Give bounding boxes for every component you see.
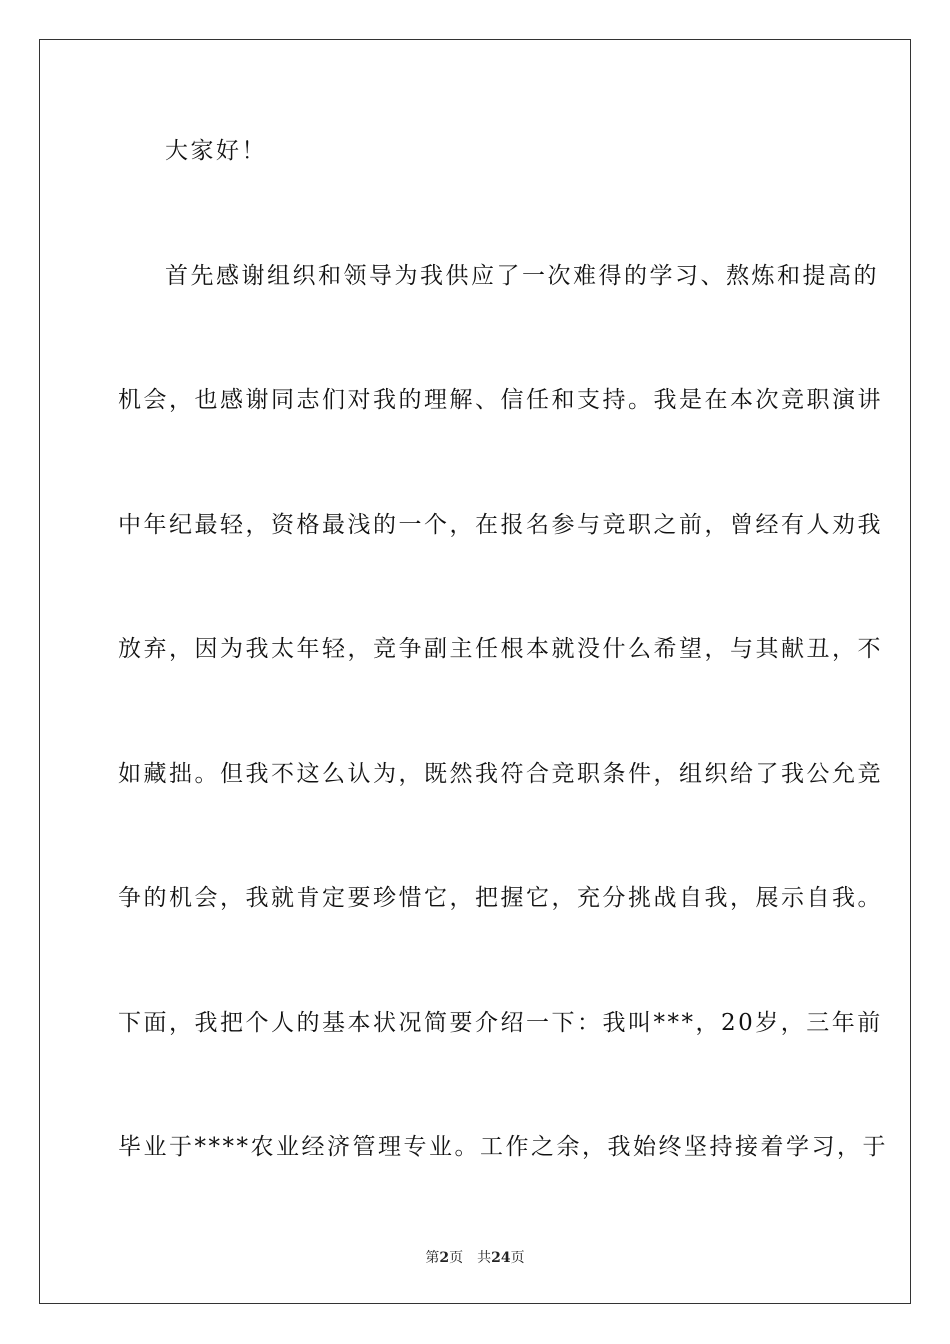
page-number: 2	[439, 1250, 450, 1266]
paragraph-line: 机会，也感谢同志们对我的理解、信任和支持。我是在本次竞职演讲	[118, 387, 883, 413]
total-suffix: 页	[510, 1250, 525, 1266]
paragraph-line: 如藏拙。但我不这么认为，既然我符合竞职条件，组织给了我公允竞	[118, 761, 883, 787]
total-prefix: 共	[477, 1250, 492, 1266]
page-prefix: 第	[425, 1250, 440, 1266]
paragraph-line: 争的机会，我就肯定要珍惜它，把握它，充分挑战自我，展示自我。	[118, 885, 883, 911]
page-suffix: 页	[449, 1250, 464, 1266]
paragraph-line: 首先感谢组织和领导为我供应了一次难得的学习、熬炼和提高的	[165, 263, 879, 289]
page-footer	[0, 1249, 950, 1267]
page-border	[39, 39, 911, 1304]
paragraph-line: 下面，我把个人的基本状况简要介绍一下：我叫***，20岁，三年前	[118, 1010, 883, 1036]
greeting-line: 大家好！	[165, 138, 267, 164]
paragraph-line: 放弃，因为我太年轻，竞争副主任根本就没什么希望，与其献丑，不	[118, 636, 883, 662]
paragraph-line: 毕业于****农业经济管理专业。工作之余，我始终坚持接着学习，于	[118, 1134, 888, 1160]
total-pages: 24	[491, 1250, 511, 1266]
paragraph-line: 中年纪最轻，资格最浅的一个，在报名参与竞职之前，曾经有人劝我	[118, 512, 883, 538]
